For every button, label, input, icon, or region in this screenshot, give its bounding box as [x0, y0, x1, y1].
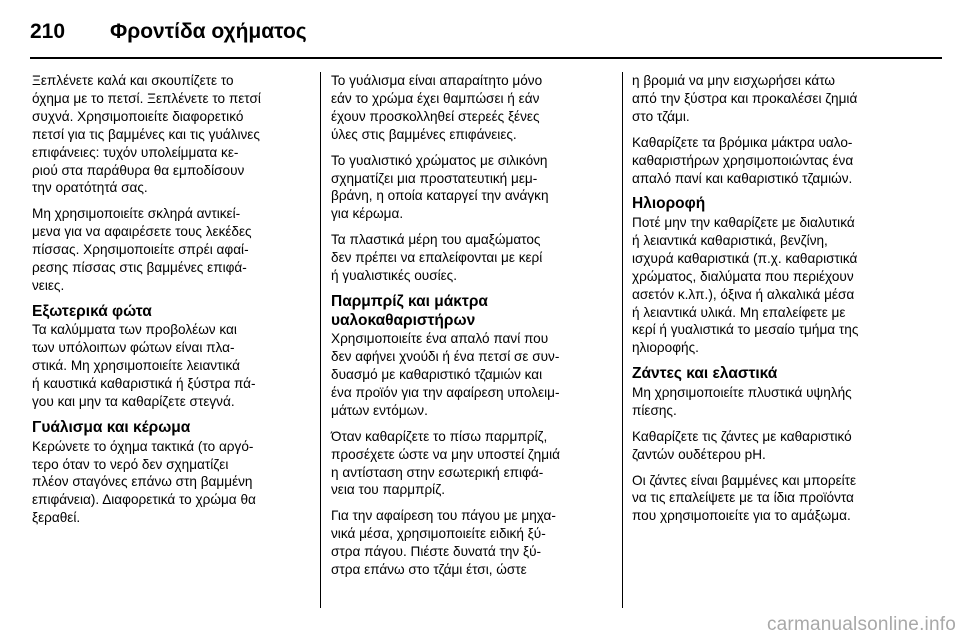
paragraph: Τα καλύμματα των προβολέων και των υπόλοιπων φώτων είναι πλα- στικά. Μη χρησιμοποιείτε λειαντικά ή καυστικά καθαριστικά ή ξύστρα πά- γου και μην τα καθαρίζετε στεγνά. [32, 322, 256, 410]
paragraph: Τα πλαστικά μέρη του αμαξώματος δεν πρέπει να επαλείφονται με κερί ή γυαλιστικές ουσίες. [331, 232, 543, 284]
page-number: 210 [30, 20, 66, 43]
section-heading: Παρμπρίζ και μάκτρα υαλοκαθαριστήρων [331, 292, 488, 329]
paragraph: η βρομιά να μην εισχωρήσει κάτω από την ξύστρα και προκαλέσει ζημιά στο τζάμι. [632, 73, 858, 124]
paragraph: Ποτέ μην την καθαρίζετε με διαλυτικά ή λειαντικά καθαριστικά, βενζίνη, ισχυρά καθαριστικά (π.χ. καθαριστικά χρώματος, διαλύματα που περιέχουν ασετόν κ.λπ.), όξινα ή αλκαλικά μέσα ή λειαντικά υλικά. Μη επαλείφετε με κερί ή γυαλιστικά το μεσαίο τμήμα της ηλιοροφής. [632, 215, 859, 356]
paragraph: Χρησιμοποιείτε ένα απαλό πανί που δεν αφήνει χνούδι ή ένα πετσί σε συν- δυασμό με καθαριστικό τζαμιών και ένα προϊόν για την αφαίρεση υπολειμ- μάτων εντόμων. [331, 331, 560, 418]
section-heading: Γυάλισμα και κέρωμα [32, 419, 191, 436]
section-heading: Εξωτερικά φώτα [32, 302, 152, 320]
paragraph: Μη χρησιμοποιείτε πλυστικά υψηλής πίεσης. [632, 384, 852, 418]
paragraph: Το γυαλιστικό χρώματος με σιλικόνη σχηματίζει μια προστατευτική μεμ- βράνη, η οποία καταργεί την ανάγκη για κέρωμα. [331, 152, 549, 222]
section-heading: Ηλιοροφή [632, 195, 706, 213]
paragraph: Μη χρησιμοποιείτε σκληρά αντικεί- μενα για να αφαιρέσετε τους λεκέδες πίσσας. Χρησιμοποιείτε σπρέι αφαί- ρεσης πίσσας στις βαμμένες επιφά- νειες. [32, 206, 252, 293]
column-2 [331, 72, 599, 587]
paragraph: Για την αφαίρεση του πάγου με μηχα- νικά μέσα, χρησιμοποιείτε ειδική ξύ- στρα πάγου. Πιέστε δυνατά την ξύ- στρα επάνω στο τζάμι έτσι, ώστε [331, 508, 556, 578]
paragraph: Το γυάλισμα είναι απαραίτητο μόνο εάν το χρώμα έχει θαμπώσει ή εάν έχουν προσκολληθεί στερεές ξένες ύλες στις βαμμένες επιφάνειες. [331, 73, 543, 142]
header-rule [30, 57, 942, 59]
paragraph: Καθαρίζετε τις ζάντες με καθαριστικό ζαντών ουδέτερου pH. [632, 428, 852, 462]
column-1 [32, 72, 300, 535]
paragraph: Όταν καθαρίζετε το πίσω παρμπρίζ, προσέχετε ώστε να μην υποστεί ζημιά η αντίσταση στην εσωτερική επιφά- νεια του παρμπρίζ. [331, 428, 560, 498]
column-divider-1 [320, 72, 321, 608]
watermark[interactable]: carmanualsonline.info [766, 614, 956, 635]
column-3 [632, 72, 900, 533]
paragraph: Ξεπλένετε καλά και σκουπίζετε το όχημα με το πετσί. Ξεπλένετε το πετσί συχνά. Χρησιμοποιείτε διαφορετικό πετσί για τις βαμμένες και τις γυάλινες επιφάνειες: τυχόν υπολείμματα κε- ριού στα παράθυρα θα εμποδίσουν την ορατότητά σας. [32, 73, 261, 196]
page-title: Φροντίδα οχήματος [110, 20, 307, 43]
paragraph: Κερώνετε το όχημα τακτικά (το αργό- τερο όταν το νερό δεν σχηματίζει πλέον σταγόνες επάνω στη βαμμένη επιφάνεια). Διαφορετικά το χρώμα θα ξεραθεί. [32, 438, 256, 526]
section-heading: Ζάντες και ελαστικά [632, 365, 778, 383]
page-header [30, 12, 307, 52]
paragraph: Οι ζάντες είναι βαμμένες και μπορείτε να τις επαλείψετε με τα ίδια προϊόντα που χρησιμοποιείτε για το αμάξωμα. [632, 472, 857, 524]
column-divider-2 [622, 72, 623, 608]
paragraph: Καθαρίζετε τα βρόμικα μάκτρα υαλο- καθαριστήρων χρησιμοποιώντας ένα απαλό πανί και καθαριστικό τζαμιών. [632, 134, 854, 186]
